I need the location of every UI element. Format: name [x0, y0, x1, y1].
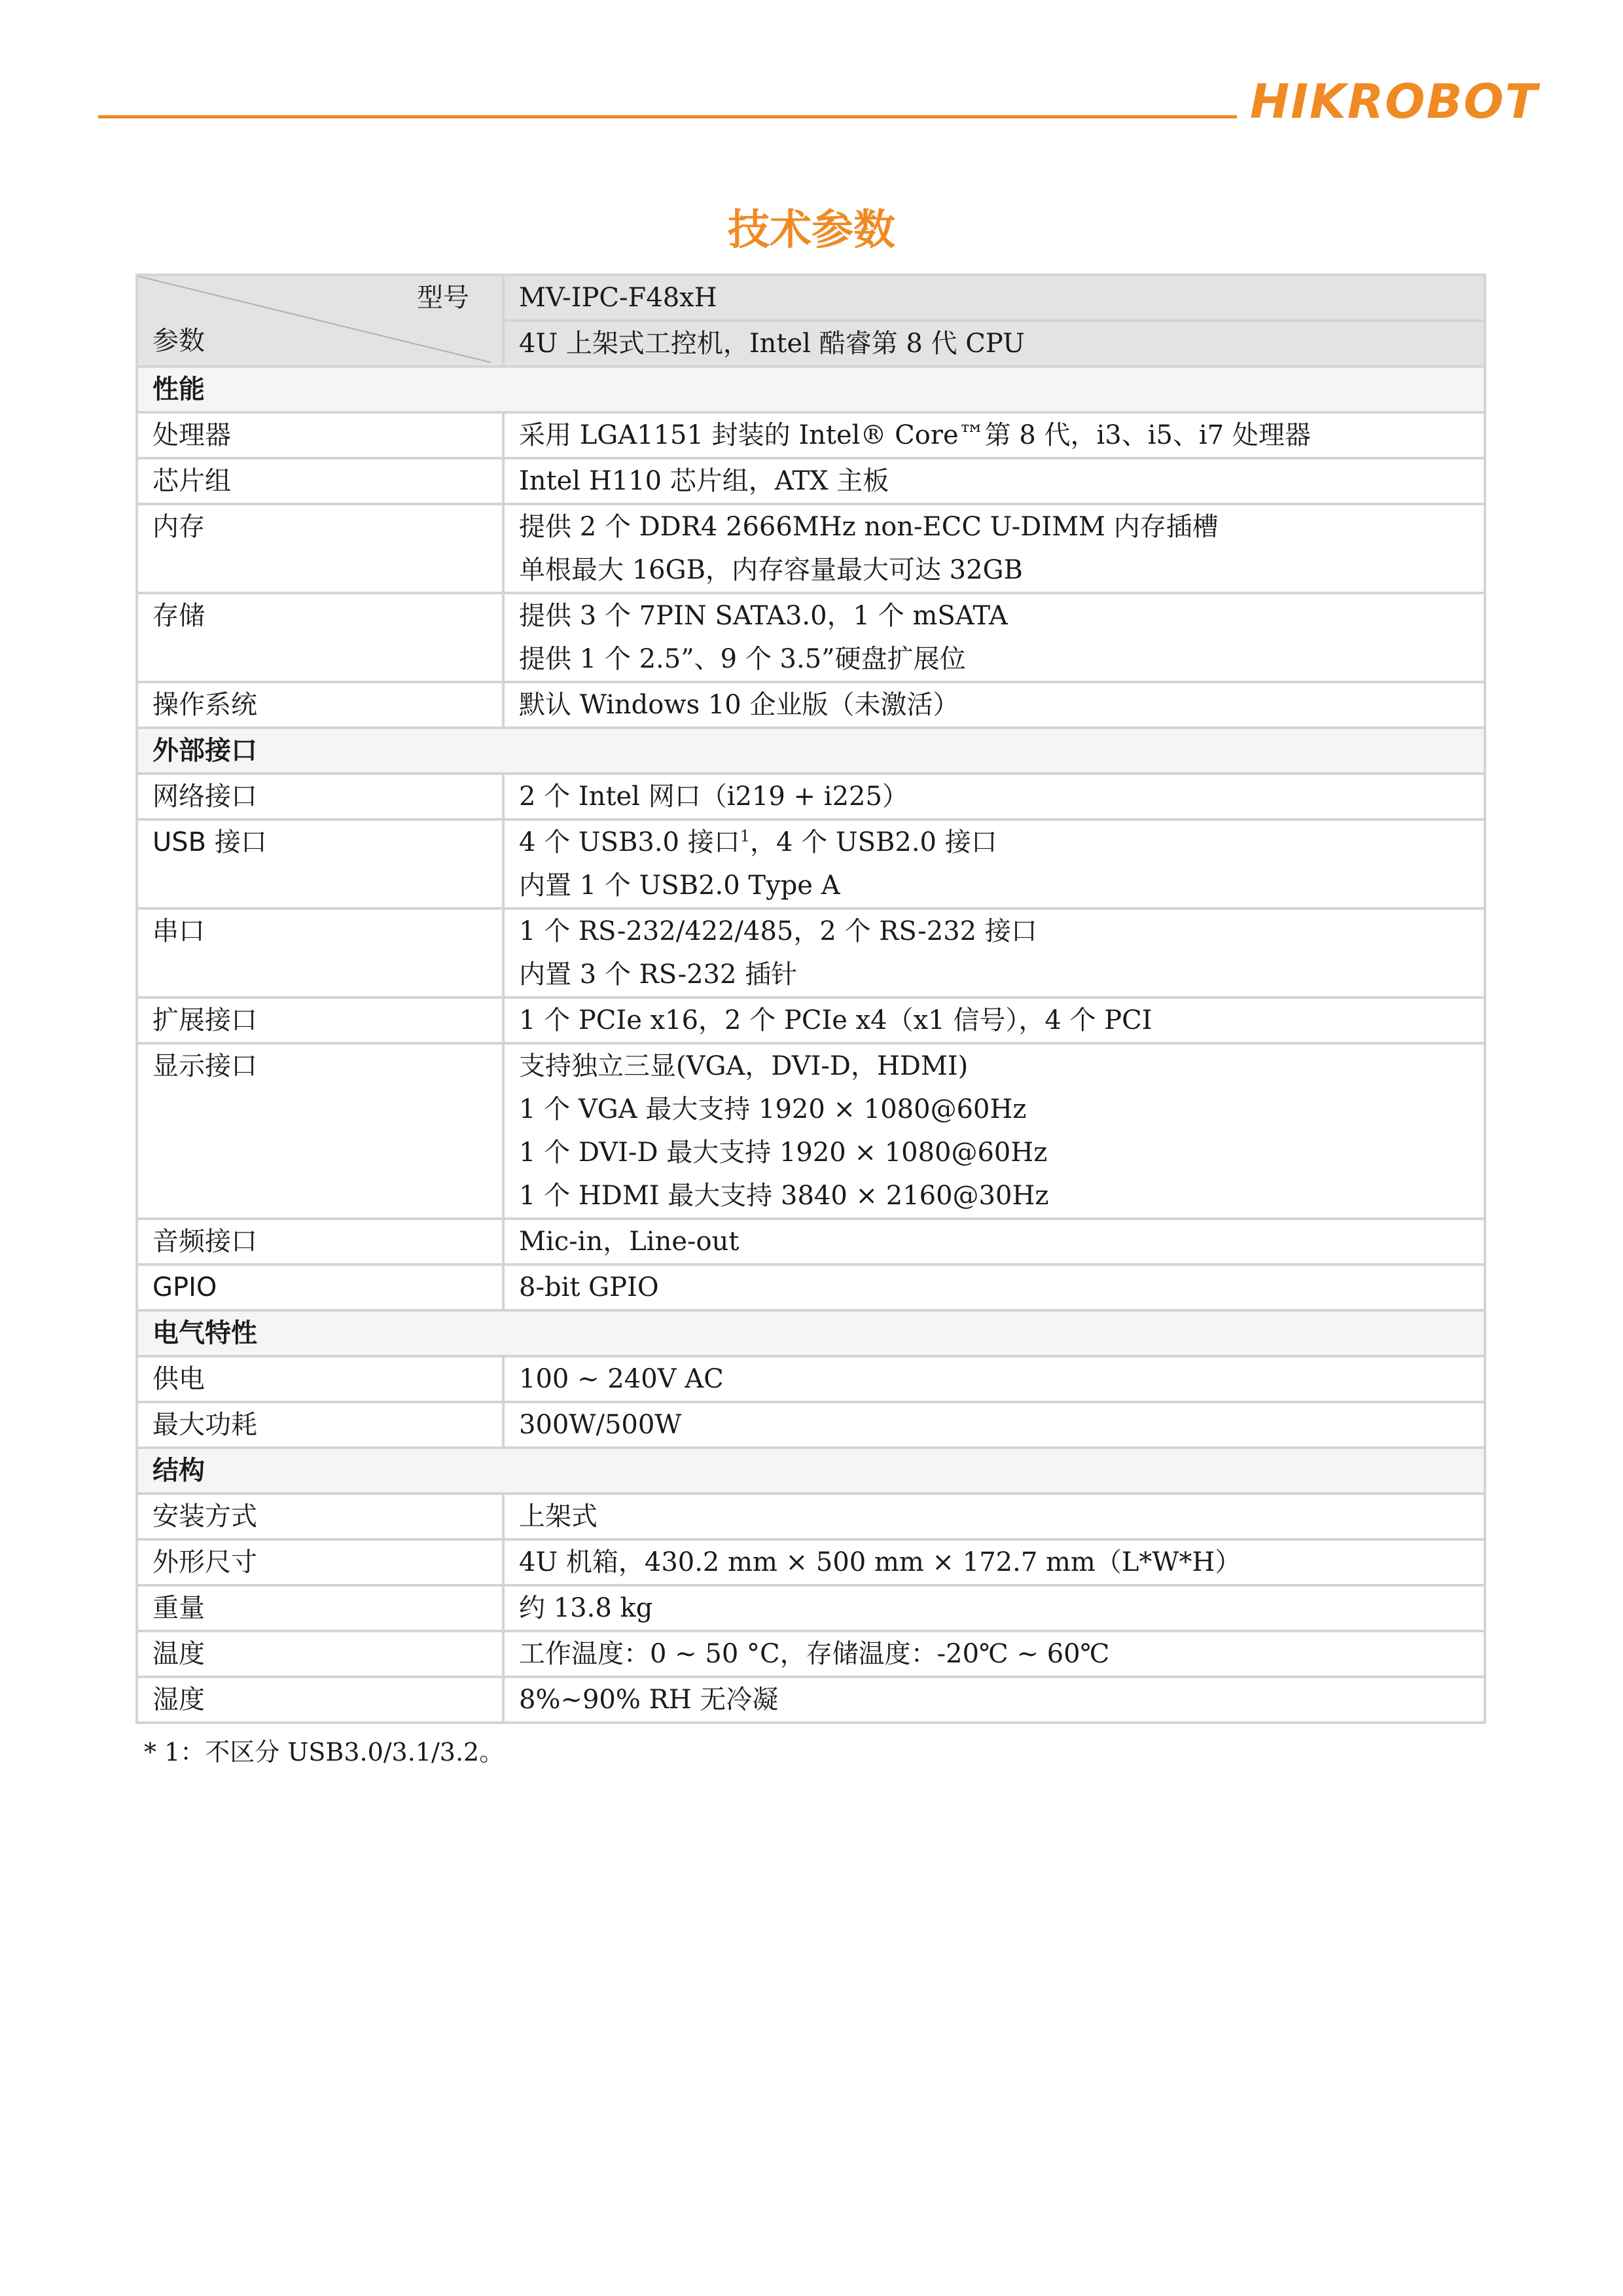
row-label: 扩展接口 — [137, 997, 503, 1043]
model-description: 4U 上架式工控机，Intel 酷睿第 8 代 CPU — [503, 321, 1485, 367]
value-text: 4 个 USB3.0 接口 — [519, 827, 740, 857]
row-label: USB 接口 — [137, 819, 503, 908]
row-value — [503, 1402, 1485, 1448]
value-line — [519, 1541, 1469, 1584]
value-text: 提供 1 个 2.5”、9 个 3.5”硬盘扩展位 — [519, 644, 966, 674]
value-line — [519, 1131, 1469, 1174]
value-line — [519, 1632, 1469, 1676]
table-row — [137, 504, 1485, 593]
row-value — [503, 1356, 1485, 1402]
row-label: 湿度 — [137, 1677, 503, 1723]
value-line — [519, 548, 1469, 592]
value-text: 4U 机箱，430.2 mm × 500 mm × 172.7 mm（L*W*H） — [519, 1547, 1241, 1577]
row-label: 内存 — [137, 504, 503, 593]
section-row — [137, 728, 1485, 774]
table-row — [137, 1677, 1485, 1723]
value-text: 支持独立三显(VGA，DVI-D，HDMI) — [519, 1051, 969, 1081]
table-row — [137, 682, 1485, 728]
table-row — [137, 774, 1485, 819]
table-row — [137, 458, 1485, 504]
value-text: 1 个 VGA 最大支持 1920 × 1080@60Hz — [519, 1094, 1027, 1124]
value-text: 2 个 Intel 网口（i219 + i225） — [519, 781, 908, 812]
row-label: GPIO — [137, 1265, 503, 1310]
row-label: 最大功耗 — [137, 1402, 503, 1448]
value-text: 300W/500W — [519, 1410, 682, 1440]
row-value — [503, 997, 1485, 1043]
table-row — [137, 1631, 1485, 1677]
row-label: 操作系统 — [137, 682, 503, 728]
value-text: 提供 2 个 DDR4 2666MHz non-ECC U-DIMM 内存插槽 — [519, 512, 1219, 542]
section-title: 外部接口 — [137, 728, 1485, 774]
value-line — [519, 1045, 1469, 1088]
row-value — [503, 1265, 1485, 1310]
value-line — [519, 1174, 1469, 1217]
value-text: 内置 3 个 RS-232 插针 — [519, 960, 798, 990]
row-label: 芯片组 — [137, 458, 503, 504]
value-text: 8-bit GPIO — [519, 1272, 659, 1302]
value-line — [519, 1266, 1469, 1309]
row-label: 显示接口 — [137, 1043, 503, 1219]
value-text: ，4 个 USB2.0 接口 — [750, 827, 997, 857]
table-row — [137, 1043, 1485, 1219]
row-value — [503, 1631, 1485, 1677]
table-row — [137, 1539, 1485, 1585]
value-line — [519, 1220, 1469, 1263]
section-row — [137, 1310, 1485, 1356]
row-value — [503, 1494, 1485, 1539]
table-header-row — [137, 275, 1485, 321]
value-text: 1 个 HDMI 最大支持 3840 × 2160@30Hz — [519, 1181, 1049, 1211]
corner-cell — [137, 275, 503, 367]
table-row — [137, 1494, 1485, 1539]
table-row — [137, 412, 1485, 458]
row-label: 温度 — [137, 1631, 503, 1677]
row-value — [503, 819, 1485, 908]
value-text: 上架式 — [519, 1501, 597, 1532]
section-title: 性能 — [137, 367, 1485, 412]
value-text: 约 13.8 kg — [519, 1593, 653, 1623]
row-label: 存储 — [137, 593, 503, 682]
value-line — [519, 594, 1469, 637]
model-name: MV-IPC-F48xH — [503, 275, 1485, 321]
row-label: 供电 — [137, 1356, 503, 1402]
value-text: 默认 Windows 10 企业版（未激活） — [519, 690, 959, 720]
value-line — [519, 683, 1469, 726]
row-label: 处理器 — [137, 412, 503, 458]
table-row — [137, 1402, 1485, 1448]
row-value — [503, 1043, 1485, 1219]
row-value — [503, 593, 1485, 682]
table-row — [137, 819, 1485, 908]
page-title: 技术参数 — [728, 206, 895, 255]
row-value — [503, 774, 1485, 819]
value-text: 1 个 RS-232/422/485，2 个 RS-232 接口 — [519, 916, 1037, 946]
row-value — [503, 458, 1485, 504]
table-row — [137, 1585, 1485, 1631]
value-text: 采用 LGA1151 封装的 Intel® Core™第 8 代，i3、i5、i7 处理器 — [519, 420, 1311, 450]
section-row — [137, 367, 1485, 412]
row-label: 安装方式 — [137, 1494, 503, 1539]
row-label: 网络接口 — [137, 774, 503, 819]
corner-label-model: 型号 — [417, 283, 469, 313]
value-line — [519, 999, 1469, 1042]
value-line — [519, 414, 1469, 457]
row-value — [503, 1539, 1485, 1585]
value-text: 提供 3 个 7PIN SATA3.0，1 个 mSATA — [519, 601, 1008, 631]
value-line — [519, 775, 1469, 818]
table-row — [137, 1356, 1485, 1402]
value-line — [519, 1088, 1469, 1131]
section-title: 电气特性 — [137, 1310, 1485, 1356]
value-line — [519, 459, 1469, 503]
row-value — [503, 412, 1485, 458]
value-line — [519, 864, 1469, 907]
row-value — [503, 504, 1485, 593]
value-text: 工作温度：0 ~ 50 °C，存储温度：-20℃ ~ 60℃ — [519, 1639, 1110, 1669]
table-row — [137, 593, 1485, 682]
value-text: 100 ~ 240V AC — [519, 1364, 724, 1394]
row-value — [503, 908, 1485, 997]
table-row — [137, 997, 1485, 1043]
table-row — [137, 908, 1485, 997]
row-label: 外形尺寸 — [137, 1539, 503, 1585]
section-title: 结构 — [137, 1448, 1485, 1494]
value-line — [519, 953, 1469, 996]
value-text: Intel H110 芯片组，ATX 主板 — [519, 466, 889, 496]
value-line — [519, 1678, 1469, 1721]
value-text: 1 个 PCIe x16，2 个 PCIe x4（x1 信号），4 个 PCI — [519, 1005, 1152, 1035]
footnote: * 1：不区分 USB3.0/3.1/3.2。 — [144, 1738, 505, 1767]
spec-table — [135, 274, 1486, 1724]
row-value — [503, 682, 1485, 728]
footnote-marker: 1 — [740, 827, 750, 846]
value-line — [519, 1495, 1469, 1538]
value-line — [519, 505, 1469, 548]
row-value — [503, 1585, 1485, 1631]
row-label: 音频接口 — [137, 1219, 503, 1265]
row-label: 重量 — [137, 1585, 503, 1631]
value-text: 内置 1 个 USB2.0 Type A — [519, 870, 840, 901]
header-rule — [98, 115, 1237, 118]
value-text: 1 个 DVI-D 最大支持 1920 × 1080@60Hz — [519, 1138, 1048, 1168]
row-value — [503, 1677, 1485, 1723]
value-text: 8%~90% RH 无冷凝 — [519, 1685, 779, 1715]
value-line — [519, 821, 1469, 864]
value-line — [519, 1587, 1469, 1630]
value-line — [519, 637, 1469, 681]
hikrobot-logo: HIKROBOT — [1250, 74, 1539, 129]
value-text: 单根最大 16GB，内存容量最大可达 32GB — [519, 555, 1023, 585]
row-value — [503, 1219, 1485, 1265]
section-row — [137, 1448, 1485, 1494]
value-line — [519, 1357, 1469, 1401]
value-text: Mic-in，Line-out — [519, 1227, 740, 1257]
value-line — [519, 910, 1469, 953]
table-row — [137, 1219, 1485, 1265]
corner-label-params: 参数 — [152, 326, 205, 356]
table-row — [137, 1265, 1485, 1310]
row-label: 串口 — [137, 908, 503, 997]
value-line — [519, 1403, 1469, 1446]
